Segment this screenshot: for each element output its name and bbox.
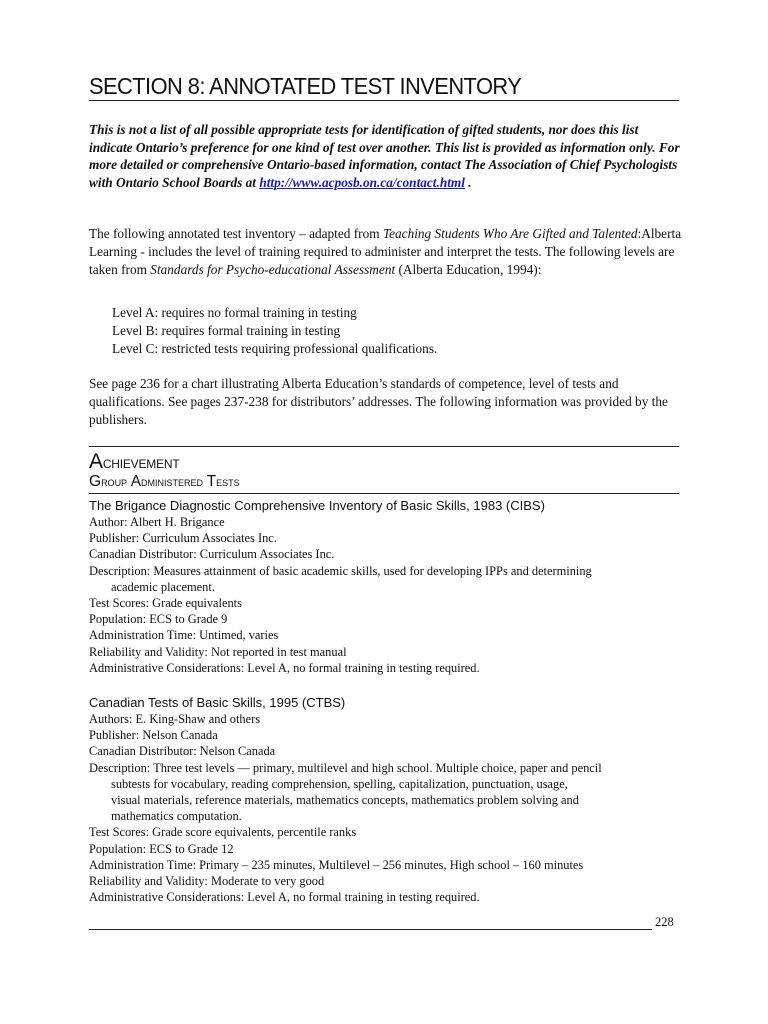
- test-reliability: Reliability and Validity: Moderate to very good: [89, 874, 325, 889]
- test-considerations: Administrative Considerations: Level A, no formal training in testing required.: [89, 890, 480, 905]
- group-administered-tests-subheading: [89, 473, 240, 491]
- achievement-heading-first: A: [89, 450, 103, 473]
- test-admin-time: Administration Time: Untimed, varies: [89, 628, 279, 643]
- intro-part2: :Alberta Learning - includes the level of training required to administer and interpret the tests. The following levels are taken from: [89, 226, 682, 277]
- test-distributor: Canadian Distributor: Nelson Canada: [89, 744, 276, 759]
- test-description-cont: visual materials, reference materials, mathematics concepts, mathematics problem solving and: [111, 793, 579, 808]
- intro-part3: (Alberta Education, 1994):: [395, 262, 542, 277]
- test-scores: Test Scores: Grade equivalents: [89, 596, 242, 611]
- footer-rule: [89, 929, 652, 930]
- subheading-letter-t: T: [206, 473, 217, 490]
- test-considerations: Administrative Considerations: Level A, no formal training in testing required.: [89, 660, 480, 675]
- disclaimer-text: This is not a list of all possible appropriate tests for identification of gifted students, nor does this list indicate Ontario’s preference for one kind of test over another. This list is provided as information only. For more detailed or comprehensive Ontario-based information, contact The Association of Chief Psychologists with Ontario School Boards at: [89, 122, 680, 190]
- test-publisher: Publisher: Nelson Canada: [89, 728, 218, 743]
- intro-standards-title: Standards for Psycho-educational Assessment: [150, 262, 396, 277]
- test-publisher: Publisher: Curriculum Associates Inc.: [89, 531, 277, 546]
- intro-paragraph: [89, 225, 685, 279]
- test-entry-ctbs: [89, 694, 685, 905]
- heading-rule-top: [89, 446, 679, 447]
- level-c: Level C: restricted tests requiring professional qualifications.: [112, 341, 438, 356]
- subheading-letter-a: A: [130, 473, 142, 490]
- achievement-heading-rest: chievement: [102, 453, 180, 472]
- test-description: Description: Three test levels — primary, multilevel and high school. Multiple choice, paper and pencil: [89, 760, 602, 775]
- intro-source-title: Teaching Students Who Are Gifted and Talented: [382, 226, 638, 241]
- test-author: Authors: E. King-Shaw and others: [89, 712, 261, 726]
- see-page-paragraph: See page 236 for a chart illustrating Alberta Education’s standards of competence, level of tests and qualifications. See pages 237-238 for distributors’ addresses. The following information was provided by the publishers.: [89, 376, 668, 427]
- test-entry-cibs: [89, 497, 685, 676]
- test-admin-time: Administration Time: Primary – 235 minutes, Multilevel – 256 minutes, High school – 160 minutes: [89, 857, 584, 872]
- acposb-contact-link[interactable]: http://www.acposb.on.ca/contact.html: [259, 174, 465, 190]
- disclaimer-trail: .: [464, 174, 472, 190]
- test-title: The Brigance Diagnostic Comprehensive Inventory of Basic Skills, 1983 (CIBS): [89, 498, 545, 513]
- test-population: Population: ECS to Grade 9: [89, 612, 228, 627]
- title-rule: [89, 100, 679, 101]
- page-number: 228: [655, 915, 674, 929]
- test-scores: Test Scores: Grade score equivalents, percentile ranks: [89, 825, 357, 840]
- level-b: Level B: requires formal training in testing: [112, 323, 341, 338]
- disclaimer-paragraph: [89, 121, 685, 191]
- level-a: Level A: requires no formal training in testing: [112, 305, 357, 320]
- subheading-word-3: ests: [216, 474, 240, 489]
- test-description-cont: academic placement.: [111, 579, 215, 594]
- subheading-word-1: roup: [101, 474, 131, 489]
- test-description: Description: Measures attainment of basic academic skills, used for developing IPPs and determining: [89, 563, 592, 578]
- achievement-heading: [89, 450, 180, 475]
- test-title: Canadian Tests of Basic Skills, 1995 (CTBS): [89, 695, 346, 710]
- subheading-letter-g: G: [89, 473, 102, 490]
- test-description-cont: mathematics computation.: [111, 809, 242, 824]
- test-author: Author: Albert H. Brigance: [89, 515, 225, 529]
- test-reliability: Reliability and Validity: Not reported in test manual: [89, 644, 347, 659]
- test-distributor: Canadian Distributor: Curriculum Associates Inc.: [89, 547, 335, 562]
- training-levels-list: [112, 304, 672, 358]
- intro-part1: The following annotated test inventory – adapted from: [89, 226, 383, 241]
- section-title: SECTION 8: ANNOTATED TEST INVENTORY: [89, 73, 522, 99]
- subheading-rule: [89, 493, 679, 494]
- subheading-word-2: dministered: [141, 474, 207, 489]
- test-description-cont: subtests for vocabulary, reading comprehension, spelling, capitalization, punctuation, usage,: [111, 776, 568, 791]
- test-population: Population: ECS to Grade 12: [89, 841, 234, 856]
